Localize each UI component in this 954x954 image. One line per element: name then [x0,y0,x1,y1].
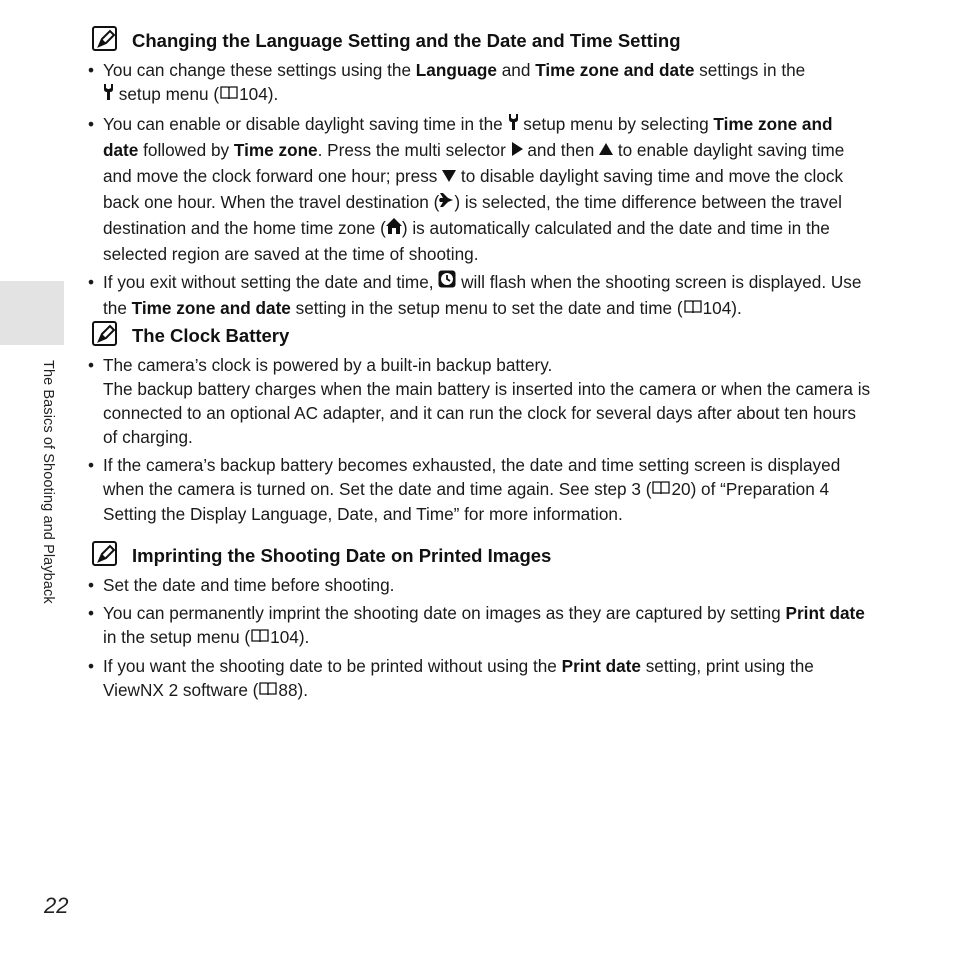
heading-text: Changing the Language Setting and the Date and Time Setting [132,30,681,51]
page-number: 22 [44,893,69,918]
list-item: • The camera’s clock is powered by a built-in backup battery. The backup battery charges when the main battery is inserted into the camera or when the camera is connected to an optional AC adapter, and it can run the clock for several days after about ten hours of charging. [92,353,872,449]
pencil-note-icon [92,541,117,566]
section-heading [92,26,872,56]
heading-text: The Clock Battery [132,325,290,346]
wrench-icon [103,87,114,104]
book-reference-icon [258,683,278,699]
arrow-down-icon [442,169,456,186]
list-item: • You can change these settings using the Language and Time zone and date settings in the setup menu ( 104). [92,58,872,108]
section-clock-battery [92,321,872,530]
book-reference-icon [219,87,239,103]
bullet-list [92,573,872,703]
bullet-list [92,58,872,321]
clock-icon [438,275,456,292]
section-heading [92,321,872,351]
section-imprinting-date [92,541,872,707]
home-icon [386,221,402,238]
chapter-label: The Basics of Shooting and Playback [40,360,56,604]
wrench-icon [508,117,519,134]
pencil-note-icon [92,321,117,346]
list-item: • If the camera’s backup battery becomes exhausted, the date and time setting screen is displayed when the camera is turned on. Set the date and time again. See step 3 ( 20) of “Preparation 4 Setting the Display Language, Date, and Time” for more information. [92,453,872,526]
book-reference-icon [683,301,703,317]
bullet-list [92,353,872,526]
book-reference-icon [651,482,671,498]
list-item: • If you want the shooting date to be printed without using the Print date setting, print using the ViewNX 2 software ( 88). [92,654,872,703]
heading-text: Imprinting the Shooting Date on Printed Images [132,545,552,566]
section-language-date [92,26,872,325]
book-reference-icon [250,630,270,646]
list-item: • You can permanently imprint the shooting date on images as they are captured by setting Print date in the setup menu ( 104). [92,601,872,650]
section-heading [92,541,872,571]
pencil-note-icon [92,26,117,51]
list-item: • You can enable or disable daylight saving time in the setup menu by selecting Time zone and date followed by Time zone. Press the multi selector and then to enable daylight saving time and move the clock forward one hour; press to disable daylight saving time and move the clock back one hour. When the travel destination ( ) is selected, the time difference between the travel destination and the home time zone ( ) is automatically calculated and the date and time in the selected region are saved at the time of shooting. [92,112,872,266]
airplane-icon [439,195,454,212]
list-item: • If you exit without setting the date and time, will flash when the shooting screen is displayed. Use the Time zone and date setting in the setup menu to set the date and time ( 104). [92,270,872,321]
arrow-right-icon [511,143,523,160]
arrow-up-icon [599,143,613,160]
chapter-tab [0,281,64,345]
list-item: • Set the date and time before shooting. [92,573,872,597]
